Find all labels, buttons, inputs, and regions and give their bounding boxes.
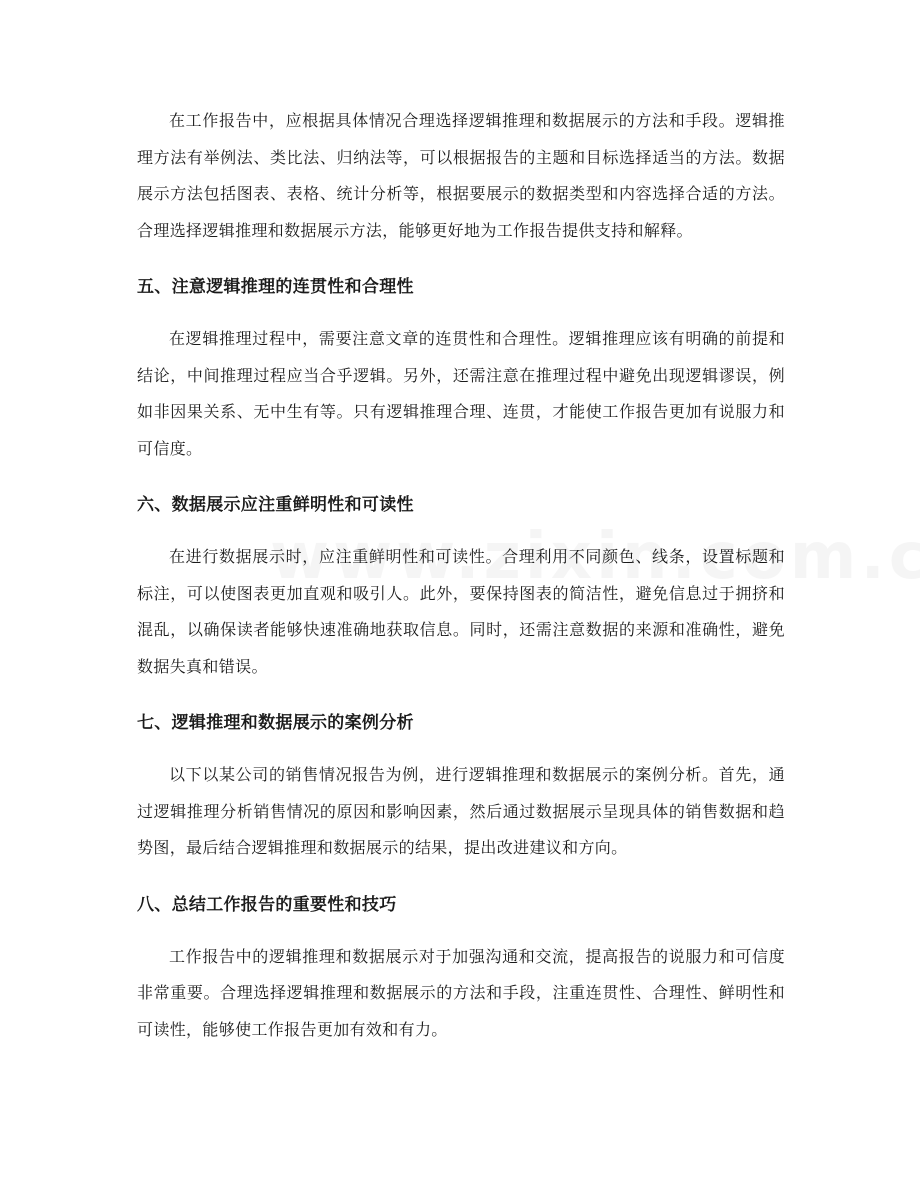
section-8-heading: 八、总结工作报告的重要性和技巧: [137, 894, 397, 915]
section-7-heading: 七、逻辑推理和数据展示的案例分析: [137, 713, 414, 733]
section-8-paragraph: 工作报告中的逻辑推理和数据展示对于加强沟通和交流，提高报告的说服力和可信度非常重要。合理选择逻辑推理和数据展示的方法和手段，注重连贯性、合理性、鲜明性和可读性，能够使工作报告更加有效和有力。: [137, 946, 785, 1039]
section-7-paragraph: 以下以某公司的销售情况报告为例，进行逻辑推理和数据展示的案例分析。首先，通过逻辑推理分析销售情况的原因和影响因素，然后通过数据展示呈现具体的销售数据和趋势图，最后结合逻辑推理和数据展示的结果，提出改进建议和方向。: [137, 765, 785, 857]
section-5-paragraph: 在逻辑推理过程中，需要注意文章的连贯性和合理性。逻辑推理应该有明确的前提和结论，中间推理过程应当合乎逻辑。另外，还需注意在推理过程中避免出现逻辑谬误，例如非因果关系、无中生有等。只有逻辑推理合理、连贯，才能使工作报告更加有说服力和可信度。: [137, 329, 785, 458]
section-5-heading: 五、注意逻辑推理的连贯性和合理性: [137, 277, 414, 297]
section-6-paragraph: 在进行数据展示时，应注重鲜明性和可读性。合理利用不同颜色、线条，设置标题和标注，可以使图表更加直观和吸引人。此外，要保持图表的简洁性，避免信息过于拥挤和混乱，以确保读者能够快速准确地获取信息。同时，还需注意数据的来源和准确性，避免数据失真和错误。: [137, 547, 785, 676]
section-6-heading: 六、数据展示应注重鲜明性和可读性: [137, 495, 414, 515]
document-content: [137, 103, 785, 1048]
intro-paragraph: 在工作报告中，应根据具体情况合理选择逻辑推理和数据展示的方法和手段。逻辑推理方法有举例法、类比法、归纳法等，可以根据报告的主题和目标选择适当的方法。数据展示方法包括图表、表格、统计分析等，根据要展示的数据类型和内容选择合适的方法。合理选择逻辑推理和数据展示方法，能够更好地为工作报告提供支持和解释。: [137, 111, 785, 240]
